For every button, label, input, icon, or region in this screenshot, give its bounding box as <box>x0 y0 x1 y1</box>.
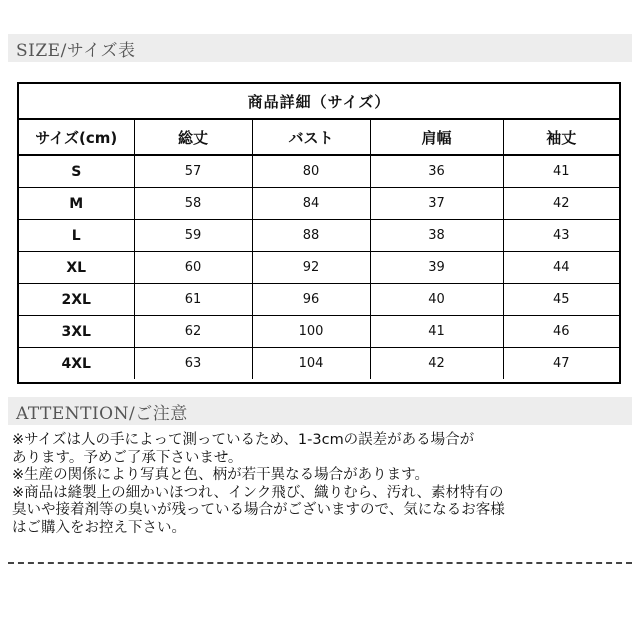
sleeve-cell: 43 <box>503 220 619 252</box>
table-row <box>19 155 619 188</box>
length-cell: 60 <box>134 252 252 284</box>
sleeve-cell: 47 <box>503 348 619 380</box>
table-row <box>19 316 619 348</box>
dashed-divider <box>8 562 632 564</box>
sleeve-cell: 45 <box>503 284 619 316</box>
table-row <box>19 252 619 284</box>
shoulder-cell: 39 <box>370 252 503 284</box>
size-section-title: SIZE/サイズ表 <box>16 40 136 61</box>
sleeve-cell: 46 <box>503 316 619 348</box>
table-caption: 商品詳細（サイズ） <box>19 84 619 120</box>
length-cell: 59 <box>134 220 252 252</box>
table-row <box>19 284 619 316</box>
shoulder-cell: 38 <box>370 220 503 252</box>
table-row <box>19 348 619 380</box>
shoulder-cell: 36 <box>370 155 503 188</box>
column-header-bust: バスト <box>252 120 370 155</box>
attention-section-header <box>8 397 632 425</box>
bust-cell: 100 <box>252 316 370 348</box>
note-line: 臭いや接着剤等の臭いが残っている場合がございますので、気になるお客様 <box>12 502 505 519</box>
size-cell: 4XL <box>19 348 134 380</box>
table-header-row <box>19 120 619 155</box>
sleeve-cell: 44 <box>503 252 619 284</box>
column-header-sleeve: 袖丈 <box>503 120 619 155</box>
size-cell: 3XL <box>19 316 134 348</box>
note-line: ※サイズは人の手によって測っているため、1-3cmの誤差がある場合が <box>12 432 475 448</box>
size-cell: XL <box>19 252 134 284</box>
column-header-shoulder: 肩幅 <box>370 120 503 155</box>
bust-cell: 92 <box>252 252 370 284</box>
size-section-header <box>8 34 632 62</box>
size-table <box>19 120 619 379</box>
size-table-container <box>17 82 621 384</box>
bust-cell: 104 <box>252 348 370 380</box>
length-cell: 57 <box>134 155 252 188</box>
bust-cell: 84 <box>252 188 370 220</box>
bust-cell: 88 <box>252 220 370 252</box>
note-line: ※生産の関係により写真と色、柄が若干異なる場合があります。 <box>12 467 429 484</box>
length-cell: 63 <box>134 348 252 380</box>
note-line: はご購入をお控え下さい。 <box>12 519 186 536</box>
size-cell: 2XL <box>19 284 134 316</box>
bust-cell: 80 <box>252 155 370 188</box>
size-cell: S <box>19 155 134 188</box>
shoulder-cell: 41 <box>370 316 503 348</box>
attention-notes <box>12 432 630 538</box>
size-cell: M <box>19 188 134 220</box>
sleeve-cell: 42 <box>503 188 619 220</box>
sleeve-cell: 41 <box>503 155 619 188</box>
shoulder-cell: 37 <box>370 188 503 220</box>
shoulder-cell: 42 <box>370 348 503 380</box>
length-cell: 61 <box>134 284 252 316</box>
table-row <box>19 220 619 252</box>
column-header-length: 総丈 <box>134 120 252 155</box>
note-line: あります。予めご了承下さいませ。 <box>12 449 243 466</box>
length-cell: 58 <box>134 188 252 220</box>
table-row <box>19 188 619 220</box>
size-cell: L <box>19 220 134 252</box>
bust-cell: 96 <box>252 284 370 316</box>
shoulder-cell: 40 <box>370 284 503 316</box>
length-cell: 62 <box>134 316 252 348</box>
column-header-size: サイズ(cm) <box>19 120 134 155</box>
note-line: ※商品は縫製上の細かいほつれ、インク飛び、織りむら、汚れ、素材特有の <box>12 484 504 501</box>
attention-section-title: ATTENTION/ご注意 <box>16 403 188 424</box>
